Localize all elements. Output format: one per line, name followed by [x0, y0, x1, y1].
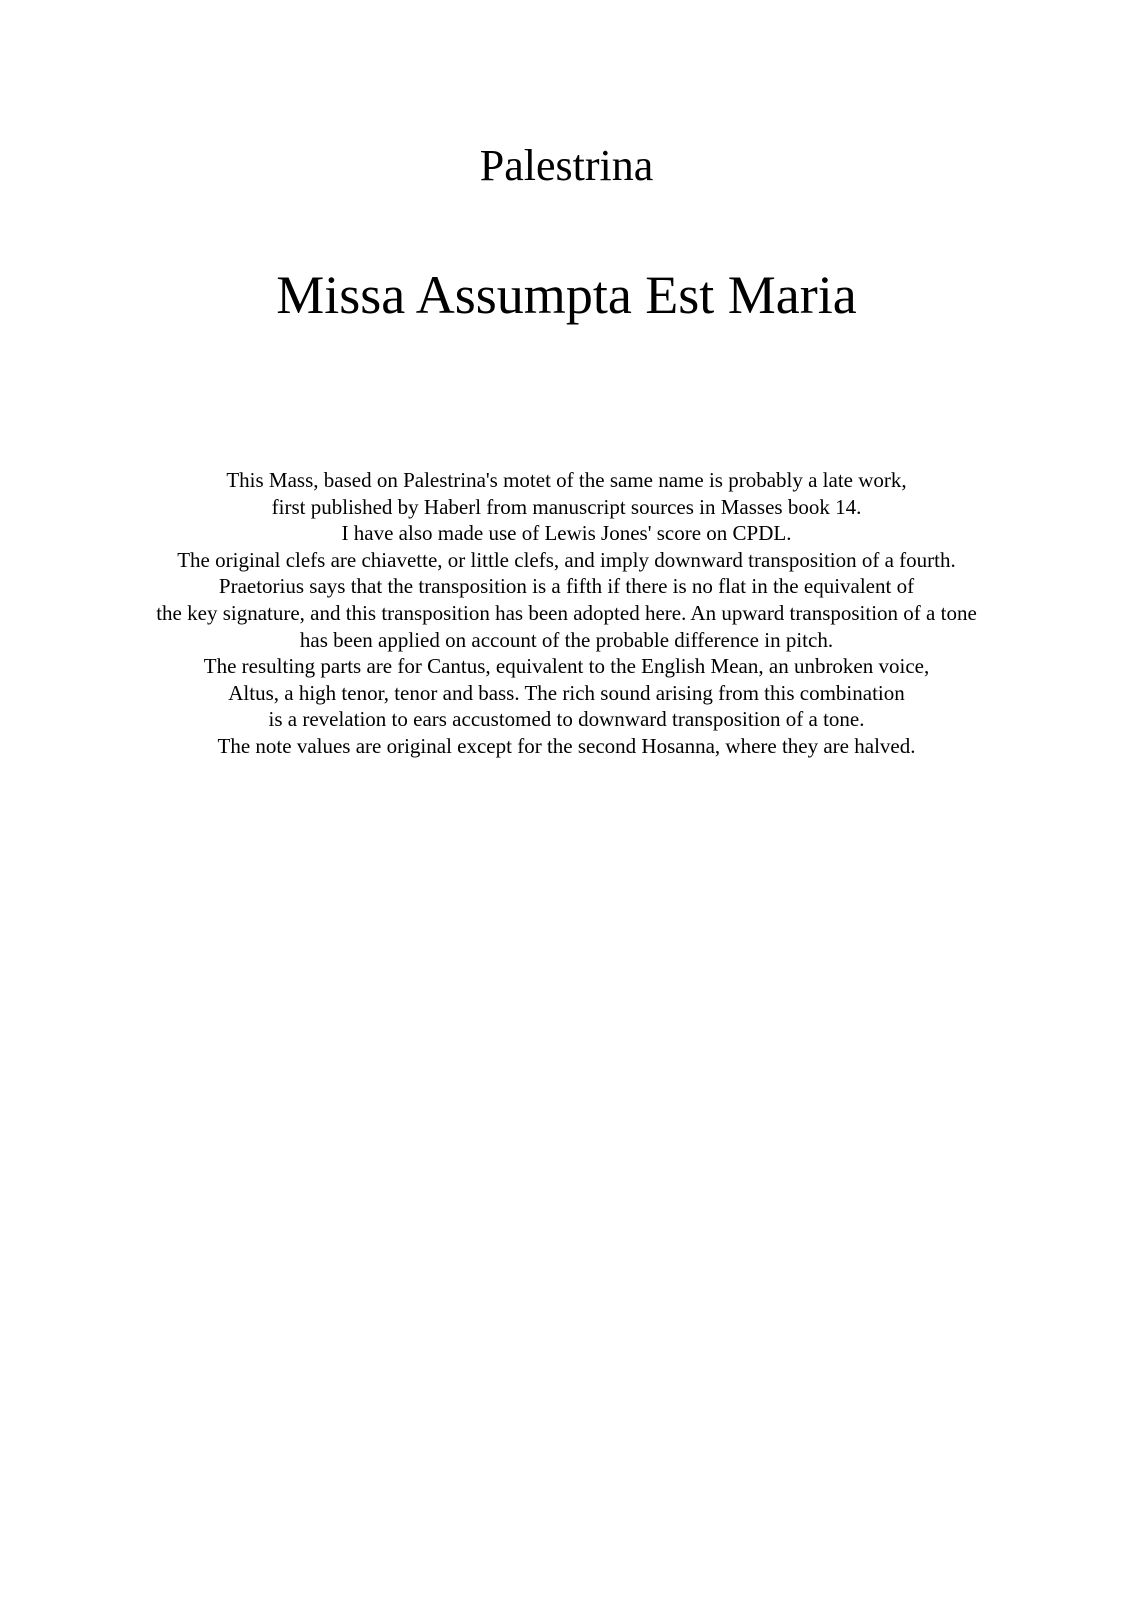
preface-line: first published by Haberl from manuscript sources in Masses book 14.	[271, 494, 862, 519]
preface-line: The note values are original except for the second Hosanna, where they are halved.	[217, 733, 916, 758]
work-title: Missa Assumpta Est Maria	[276, 265, 857, 325]
preface-line: The original clefs are chiavette, or little clefs, and imply downward transposition of a fourth.	[177, 547, 956, 572]
preface-line: Praetorius says that the transposition is a fifth if there is no flat in the equivalent of	[218, 574, 915, 599]
preface-notes	[0, 467, 1133, 760]
preface-line: the key signature, and this transposition has been adopted here. An upward transposition of a tone	[156, 600, 977, 625]
preface-line: The resulting parts are for Cantus, equivalent to the English Mean, an unbroken voice,	[203, 654, 930, 679]
preface-line: Altus, a high tenor, tenor and bass. The rich sound arising from this combination	[228, 680, 905, 705]
preface-line: I have also made use of Lewis Jones' score on CPDL.	[341, 521, 792, 546]
preface-line: is a revelation to ears accustomed to downward transposition of a tone.	[268, 707, 865, 732]
composer-name: Palestrina	[479, 141, 654, 190]
preface-line: has been applied on account of the probable difference in pitch.	[299, 627, 834, 652]
preface-line: This Mass, based on Palestrina's motet of the same name is probably a late work,	[226, 468, 907, 492]
